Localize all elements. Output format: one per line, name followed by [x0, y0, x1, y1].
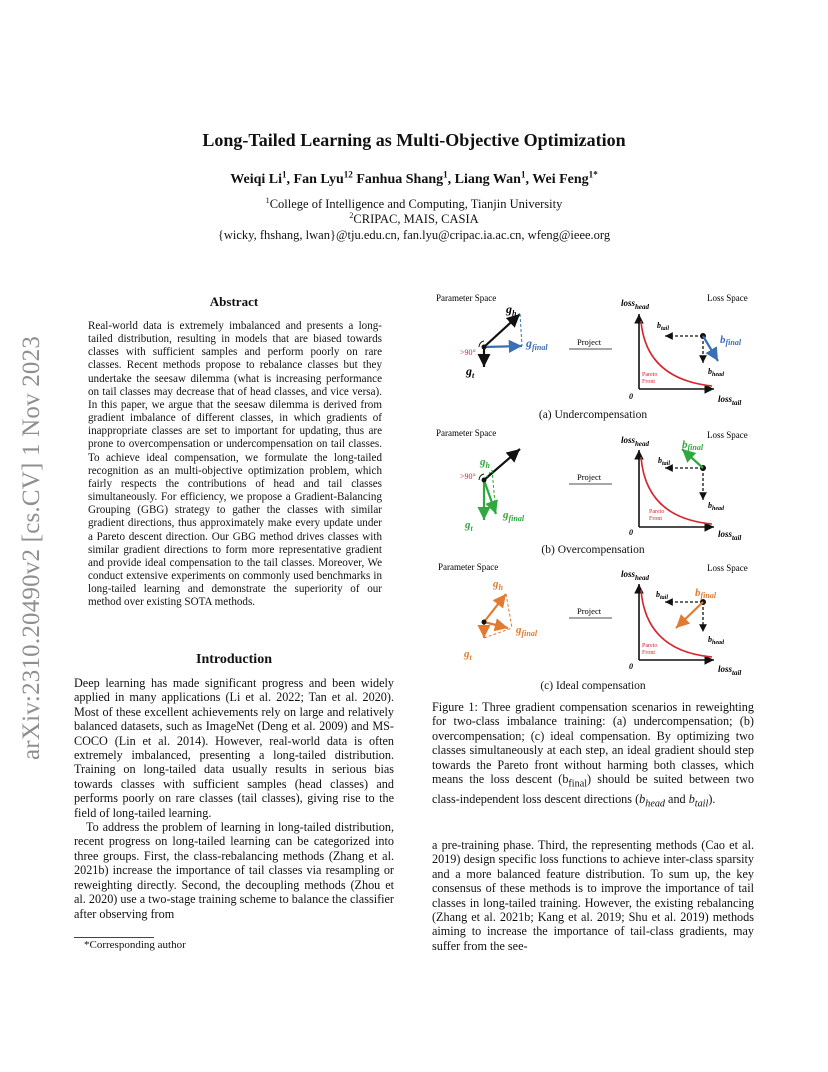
- figure-c-diagram: [432, 558, 754, 686]
- affiliation-text: College of Intelligence and Computing, Tianjin University: [269, 197, 563, 211]
- b-head-label: $b_{head}$: [708, 635, 724, 646]
- front-label: Front: [642, 650, 656, 656]
- author-sup: 1: [282, 169, 287, 180]
- g-final-arrow: [484, 622, 508, 628]
- subcaption-b: (b) Overcompensation: [541, 544, 645, 556]
- affiliation-sup: 1: [265, 195, 270, 205]
- parameter-space-label: Parameter Space: [438, 562, 499, 572]
- loss-space-label: Loss Space: [707, 430, 748, 440]
- introduction-body: [74, 676, 394, 921]
- angle-label: >90°: [460, 348, 476, 357]
- g-head-arrow: [484, 594, 506, 622]
- author-name: Fan Lyu: [293, 172, 344, 187]
- origin-dot: [482, 620, 487, 625]
- g-head-label: $g_h$: [493, 578, 503, 592]
- abstract-heading: Abstract: [209, 294, 259, 309]
- g-final-label: $g_{final}$: [526, 336, 548, 352]
- pareto-label: Pareto: [642, 372, 658, 378]
- author-sup: 1: [443, 169, 448, 180]
- caption-sub: tail: [694, 798, 709, 810]
- author-sup: 1: [520, 169, 526, 180]
- caption-sub: final: [568, 778, 588, 790]
- paragraph: Deep learning has made significant progress and been widely applied in many applications (Li et al. 2022; Tan et al. 2020). Most of these excellent achievements rely on large and relatively balanced datasets, such as ImageNet (Deng et al. 2009) and MS-COCO (Lin et al. 2014). However, real-world data is often extremely imbalanced, presenting a long-tailed distribution. Training on long-tailed data usually results in serious bias towards classes with sufficient samples (head classes) and performs poorly on rare classes (tail classes), giving rise to the field of long-tailed learning.: [74, 676, 394, 820]
- arxiv-watermark: arXiv:2310.20490v2 [cs.CV] 1 Nov 2023: [18, 335, 45, 760]
- author-name: Fanhua Shang: [356, 172, 444, 187]
- author-name: Wei Feng: [532, 172, 589, 187]
- origin-dot: [482, 478, 487, 483]
- b-final-label: bfinal: [720, 334, 742, 347]
- project-label: Project: [577, 472, 602, 482]
- front-label: Front: [649, 516, 663, 522]
- figure-a-diagram: [432, 289, 754, 417]
- g-final-label: $g_{final}$: [503, 509, 525, 523]
- figure-panel-b: [432, 424, 754, 552]
- author-sup: 12: [343, 169, 353, 180]
- author-sup: 1*: [588, 169, 598, 180]
- loss-space-label: Loss Space: [707, 563, 748, 573]
- g-tail-label: $g_t$: [465, 519, 473, 533]
- introduction-heading: Introduction: [196, 652, 272, 667]
- affiliation: [0, 197, 828, 212]
- caption-text: ).: [708, 791, 716, 806]
- loss-head-label: loss$_{head}$: [621, 298, 650, 311]
- b-tail-label: $b_{tail}$: [656, 590, 669, 601]
- paragraph: To address the problem of learning in long-tailed distribution, recent progress on long-tailed learning can be categorized into three groups. First, the class-rebalancing methods (Zhang et al. 2021b) increase the importance of tail classes via resampling or reweighting directly. Second, the decoupling methods (Zhou et al. 2020) use a two-stage training scheme to balance the classifier after observing from: [74, 820, 394, 921]
- paragraph: a pre-training phase. Third, the representing methods (Cao et al. 2019) design specific loss functions to achieve inter-class sparsity and a more balanced feature distribution. To sum up, the key consensus of these methods is to improve the importance of tail classes in long-tailed training. However, the existing rebalancing (Zhang et al. 2021b; Kang et al. 2019; Shu et al. 2019) methods aiming to increase the importance of tail-class gradients, may suffer from the see-: [432, 838, 754, 953]
- b-tail-label: $b_{tail}$: [657, 321, 670, 332]
- dashed-guide: [520, 314, 522, 346]
- b-head-label: $b_{head}$: [708, 501, 724, 512]
- abstract-text: Real-world data is extremely imbalanced and presents a long-tailed distribution, resulting in models that are biased towards classes with sufficient samples and perform poorly on rare classes. Recent methods propose to rebalance classes but they undertake the seesaw dilemma (what is increasing performance on tail classes may decrease that of head classes, and vice versa). In this paper, we argue that the seesaw dilemma is derived from gradient imbalance of different classes, in which gradients of inappropriate classes are set to important for updating, thus are prone to overcompensation or undercompensation on tail classes. To achieve ideal compensation, we formulate the long-tailed recognition as an multi-objective optimization problem, which fairly respects the contributions of head and tail classes simultaneously. For efficiency, we propose a Gradient-Balancing Grouping (GBG) strategy to gather the classes with similar gradient directions, thus approximately make every update under a Pareto descent direction. Our GBG method drives classes with similar gradient directions to form more representative gradient and provide ideal compensation to the tail classes. Moreover, We conduct extensive experiments on commonly used benchmarks in long-tailed learning and demonstrate the superiority of our method over existing SOTA methods.: [88, 320, 382, 609]
- footnote: *Corresponding author: [84, 939, 186, 951]
- caption-var: b: [639, 791, 646, 806]
- angle-label: >90°: [460, 472, 476, 481]
- b-final-label: bfinal: [695, 587, 717, 600]
- b-final-arrow: [676, 602, 703, 628]
- figure-caption: [432, 700, 754, 812]
- subcaption-c: (c) Ideal compensation: [540, 680, 646, 692]
- paper-title: Long-Tailed Learning as Multi-Objective Optimization: [202, 130, 626, 150]
- affiliation-sup: 2: [349, 210, 354, 220]
- origin-dot: [482, 345, 487, 350]
- subcaption-a: (a) Undercompensation: [538, 409, 648, 421]
- author-list: Weiqi Li$^1$, Fan Lyu$^{12}$ Fanhua Shang$^1$, Liang Wan$^1$, Wei Feng$^{1*}$: [230, 169, 598, 187]
- b-head-label: $b_{head}$: [708, 367, 724, 378]
- dashed-guide: [506, 594, 512, 628]
- caption-text: Figure 1: Three gradient compensation scenarios in reweighting for two-class imbalance training: (a) undercompensation; (b) overcompensation; (c) ideal compensation. By optimizing two classes simultaneously at each step, an ideal gradient should step towards the Pareto front without harming both classes, which means the loss descent (b: [432, 700, 754, 787]
- origin-zero: 0: [629, 662, 633, 671]
- pareto-label: Pareto: [642, 643, 658, 649]
- front-label: Front: [642, 379, 656, 385]
- g-final-arrow: [484, 346, 522, 347]
- origin-zero: 0: [629, 528, 633, 537]
- affiliation-text: CRIPAC, MAIS, CASIA: [353, 212, 479, 226]
- loss-head-label: loss$_{head}$: [621, 569, 650, 582]
- b-final-arrow: [703, 336, 718, 361]
- b-tail-label: $b_{tail}$: [658, 456, 671, 467]
- author-name: Liang Wan: [454, 172, 521, 187]
- figure-panel-c: [432, 558, 754, 686]
- footnote-rule: [74, 937, 154, 938]
- g-final-label: $g_{final}$: [516, 624, 538, 638]
- origin-zero: 0: [629, 392, 633, 401]
- figure-b-diagram: [432, 424, 754, 552]
- g-head-label: $g_h$: [506, 302, 517, 318]
- pareto-label: Pareto: [649, 509, 665, 515]
- right-column-body: [432, 838, 754, 953]
- author-name: Weiqi Li: [230, 172, 282, 187]
- g-head-arrow: [484, 314, 520, 347]
- loss-head-label: loss$_{head}$: [621, 435, 650, 448]
- author-emails: {wicky, fhshang, lwan}@tju.edu.cn, fan.lyu@cripac.ia.ac.cn, wfeng@ieee.org: [217, 228, 611, 242]
- affiliation: [0, 212, 828, 227]
- caption-text: and: [664, 791, 689, 806]
- caption-sub: head: [645, 798, 665, 810]
- b-final-label: bfinal: [682, 439, 704, 452]
- g-tail-label: $g_t$: [464, 648, 472, 662]
- loss-tail-label: loss$_{tail}$: [718, 394, 742, 407]
- dashed-guide: [484, 628, 512, 638]
- parameter-space-label: Parameter Space: [436, 293, 497, 303]
- g-head-label: $g_h$: [480, 456, 490, 470]
- project-label: Project: [577, 337, 602, 347]
- caption-text: ) should be suited between two class-independent loss descent directions (: [432, 772, 755, 806]
- project-label: Project: [577, 606, 602, 616]
- figure-panel-a: [432, 289, 754, 417]
- caption-var: b: [688, 791, 695, 806]
- loss-space-label: Loss Space: [707, 293, 748, 303]
- loss-tail-label: loss$_{tail}$: [718, 529, 742, 542]
- g-tail-label: $g_t$: [466, 364, 475, 380]
- parameter-space-label: Parameter Space: [436, 428, 497, 438]
- loss-tail-label: loss$_{tail}$: [718, 664, 742, 677]
